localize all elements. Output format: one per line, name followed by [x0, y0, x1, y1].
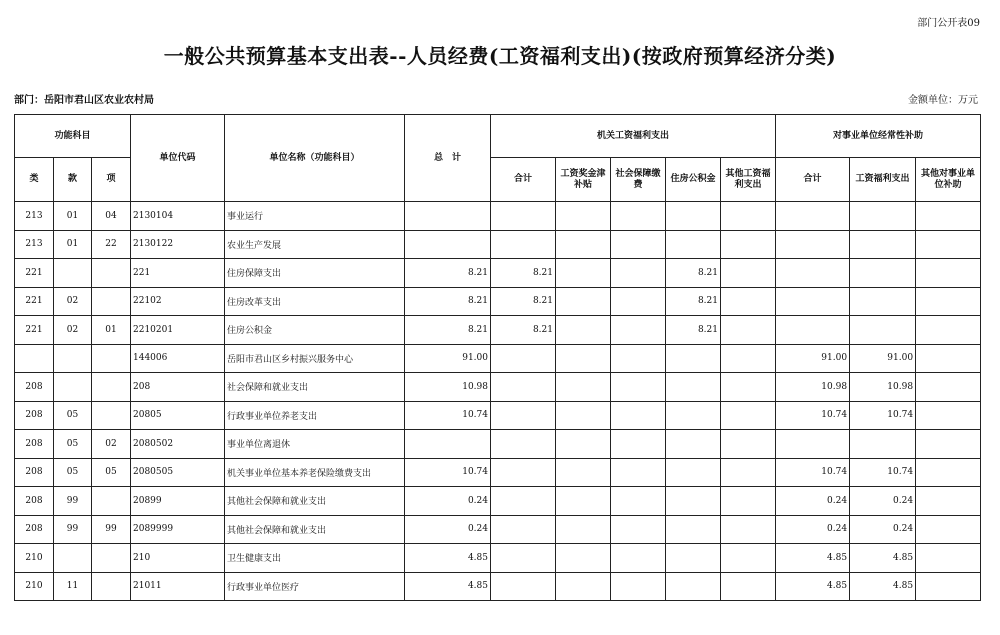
- org-housing-cell: 8.21: [666, 287, 721, 316]
- unit-name-cell: 住房保障支出: [225, 259, 405, 288]
- table-row: [15, 544, 981, 573]
- table-row: [15, 515, 981, 544]
- table-row: [15, 230, 981, 259]
- unit-code-cell: 2210201: [131, 316, 225, 345]
- sub-other-cell: [916, 572, 981, 601]
- unit-name-cell: 其他社会保障和就业支出: [225, 515, 405, 544]
- unit-code-cell: 20899: [131, 487, 225, 516]
- sub-wage-cell: [850, 202, 916, 231]
- table-row: [15, 344, 981, 373]
- kuan-cell: 11: [54, 572, 92, 601]
- sub-other-cell: [916, 430, 981, 459]
- org-sum-cell: 8.21: [491, 316, 556, 345]
- kuan-cell: 05: [54, 458, 92, 487]
- sub-wage-cell: 91.00: [850, 344, 916, 373]
- unit-name-cell: 行政事业单位养老支出: [225, 401, 405, 430]
- table-row: [15, 401, 981, 430]
- header-kuan: 款: [54, 158, 92, 202]
- org-sum-cell: [491, 401, 556, 430]
- total-cell: 91.00: [405, 344, 491, 373]
- org-housing-cell: [666, 230, 721, 259]
- org-other-cell: [721, 487, 776, 516]
- total-cell: 10.74: [405, 401, 491, 430]
- total-cell: 0.24: [405, 487, 491, 516]
- org-other-cell: [721, 316, 776, 345]
- xiang-cell: [92, 544, 131, 573]
- org-sum-cell: [491, 487, 556, 516]
- org-other-cell: [721, 458, 776, 487]
- xiang-cell: [92, 287, 131, 316]
- org-social-cell: [611, 344, 666, 373]
- kuan-cell: [54, 544, 92, 573]
- org-other-cell: [721, 430, 776, 459]
- org-social-cell: [611, 515, 666, 544]
- total-cell: 8.21: [405, 287, 491, 316]
- header-sub-sum: 合计: [776, 158, 850, 202]
- org-housing-cell: [666, 458, 721, 487]
- total-cell: [405, 230, 491, 259]
- org-housing-cell: [666, 487, 721, 516]
- header-func-subject: 功能科目: [15, 115, 131, 158]
- sub-other-cell: [916, 230, 981, 259]
- sub-wage-cell: [850, 430, 916, 459]
- header-sub-other: 其他对事业单位补助: [916, 158, 981, 202]
- unit-name-cell: 事业运行: [225, 202, 405, 231]
- xiang-cell: [92, 487, 131, 516]
- org-sum-cell: [491, 515, 556, 544]
- unit-code-cell: 210: [131, 544, 225, 573]
- org-other-cell: [721, 230, 776, 259]
- kuan-cell: 99: [54, 487, 92, 516]
- org-sum-cell: [491, 458, 556, 487]
- header-unit-code: 单位代码: [131, 115, 225, 202]
- org-housing-cell: [666, 202, 721, 231]
- org-sum-cell: 8.21: [491, 259, 556, 288]
- xiang-cell: [92, 259, 131, 288]
- org-other-cell: [721, 287, 776, 316]
- org-other-cell: [721, 202, 776, 231]
- org-housing-cell: [666, 430, 721, 459]
- sub-wage-cell: 4.85: [850, 572, 916, 601]
- org-other-cell: [721, 259, 776, 288]
- lei-cell: 208: [15, 458, 54, 487]
- org-other-cell: [721, 373, 776, 402]
- org-housing-cell: [666, 401, 721, 430]
- total-cell: 0.24: [405, 515, 491, 544]
- sub-wage-cell: 10.74: [850, 458, 916, 487]
- org-social-cell: [611, 458, 666, 487]
- unit-code-cell: 2130104: [131, 202, 225, 231]
- org-other-cell: [721, 572, 776, 601]
- table-row: [15, 430, 981, 459]
- sub-wage-cell: [850, 316, 916, 345]
- unit-name-cell: 岳阳市君山区乡村振兴服务中心: [225, 344, 405, 373]
- sub-wage-cell: 4.85: [850, 544, 916, 573]
- unit-name-cell: 行政事业单位医疗: [225, 572, 405, 601]
- org-social-cell: [611, 202, 666, 231]
- org-housing-cell: [666, 344, 721, 373]
- xiang-cell: 99: [92, 515, 131, 544]
- lei-cell: [15, 344, 54, 373]
- header-org-wage: 工资奖金津补贴: [556, 158, 611, 202]
- sub-wage-cell: 10.74: [850, 401, 916, 430]
- header-org-other: 其他工资福利支出: [721, 158, 776, 202]
- sub-sum-cell: 4.85: [776, 572, 850, 601]
- org-wage-cell: [556, 430, 611, 459]
- org-other-cell: [721, 344, 776, 373]
- xiang-cell: 02: [92, 430, 131, 459]
- lei-cell: 213: [15, 230, 54, 259]
- org-housing-cell: [666, 515, 721, 544]
- org-housing-cell: [666, 572, 721, 601]
- kuan-cell: 05: [54, 401, 92, 430]
- org-wage-cell: [556, 202, 611, 231]
- unit-code-cell: 20805: [131, 401, 225, 430]
- sub-sum-cell: [776, 230, 850, 259]
- org-sum-cell: 8.21: [491, 287, 556, 316]
- unit-name-cell: 社会保障和就业支出: [225, 373, 405, 402]
- sub-sum-cell: 10.74: [776, 401, 850, 430]
- org-social-cell: [611, 316, 666, 345]
- sub-other-cell: [916, 373, 981, 402]
- unit-code-cell: 144006: [131, 344, 225, 373]
- xiang-cell: [92, 344, 131, 373]
- table-row: [15, 202, 981, 231]
- sub-sum-cell: [776, 287, 850, 316]
- sub-other-cell: [916, 287, 981, 316]
- org-social-cell: [611, 373, 666, 402]
- sub-wage-cell: [850, 259, 916, 288]
- table-row: [15, 487, 981, 516]
- org-wage-cell: [556, 230, 611, 259]
- sub-sum-cell: 4.85: [776, 544, 850, 573]
- kuan-cell: 01: [54, 230, 92, 259]
- org-social-cell: [611, 259, 666, 288]
- sub-wage-cell: 10.98: [850, 373, 916, 402]
- org-housing-cell: [666, 544, 721, 573]
- unit-name-cell: 机关事业单位基本养老保险缴费支出: [225, 458, 405, 487]
- org-social-cell: [611, 544, 666, 573]
- kuan-cell: [54, 373, 92, 402]
- xiang-cell: [92, 373, 131, 402]
- sub-sum-cell: 10.98: [776, 373, 850, 402]
- header-org-sum: 合计: [491, 158, 556, 202]
- lei-cell: 208: [15, 430, 54, 459]
- sub-other-cell: [916, 259, 981, 288]
- org-wage-cell: [556, 316, 611, 345]
- amount-unit-label: 金额单位：万元: [908, 95, 978, 106]
- org-social-cell: [611, 230, 666, 259]
- org-social-cell: [611, 401, 666, 430]
- org-housing-cell: 8.21: [666, 316, 721, 345]
- org-wage-cell: [556, 487, 611, 516]
- org-sum-cell: [491, 230, 556, 259]
- unit-name-cell: 其他社会保障和就业支出: [225, 487, 405, 516]
- kuan-cell: 05: [54, 430, 92, 459]
- lei-cell: 208: [15, 401, 54, 430]
- unit-code-cell: 208: [131, 373, 225, 402]
- sub-sum-cell: 0.24: [776, 487, 850, 516]
- total-cell: 10.98: [405, 373, 491, 402]
- kuan-cell: 01: [54, 202, 92, 231]
- org-housing-cell: 8.21: [666, 259, 721, 288]
- org-sum-cell: [491, 572, 556, 601]
- sub-other-cell: [916, 487, 981, 516]
- sub-wage-cell: 0.24: [850, 487, 916, 516]
- lei-cell: 208: [15, 373, 54, 402]
- org-social-cell: [611, 487, 666, 516]
- org-sum-cell: [491, 202, 556, 231]
- org-other-cell: [721, 401, 776, 430]
- xiang-cell: 01: [92, 316, 131, 345]
- unit-code-cell: 2089999: [131, 515, 225, 544]
- sub-wage-cell: [850, 230, 916, 259]
- org-housing-cell: [666, 373, 721, 402]
- org-other-cell: [721, 544, 776, 573]
- org-social-cell: [611, 572, 666, 601]
- unit-code-cell: 22102: [131, 287, 225, 316]
- header-lei: 类: [15, 158, 54, 202]
- lei-cell: 221: [15, 316, 54, 345]
- header-total: 总 计: [405, 115, 491, 202]
- sub-other-cell: [916, 344, 981, 373]
- org-wage-cell: [556, 458, 611, 487]
- org-other-cell: [721, 515, 776, 544]
- org-wage-cell: [556, 401, 611, 430]
- lei-cell: 210: [15, 544, 54, 573]
- sub-other-cell: [916, 458, 981, 487]
- org-sum-cell: [491, 430, 556, 459]
- sub-sum-cell: 10.74: [776, 458, 850, 487]
- kuan-cell: 02: [54, 287, 92, 316]
- lei-cell: 208: [15, 487, 54, 516]
- sub-sum-cell: [776, 202, 850, 231]
- org-sum-cell: [491, 344, 556, 373]
- table-row: [15, 287, 981, 316]
- total-cell: [405, 430, 491, 459]
- kuan-cell: [54, 259, 92, 288]
- kuan-cell: 99: [54, 515, 92, 544]
- unit-code-cell: 2130122: [131, 230, 225, 259]
- sub-sum-cell: 91.00: [776, 344, 850, 373]
- kuan-cell: 02: [54, 316, 92, 345]
- xiang-cell: [92, 572, 131, 601]
- unit-code-cell: 2080505: [131, 458, 225, 487]
- xiang-cell: 05: [92, 458, 131, 487]
- unit-name-cell: 住房改革支出: [225, 287, 405, 316]
- header-unit-name: 单位名称（功能科目）: [225, 115, 405, 202]
- org-social-cell: [611, 287, 666, 316]
- org-wage-cell: [556, 373, 611, 402]
- sub-wage-cell: 0.24: [850, 515, 916, 544]
- header-org-group: 机关工资福利支出: [491, 115, 776, 158]
- department-label: 部门：岳阳市君山区农业农村局: [14, 95, 154, 106]
- header-org-social: 社会保障缴费: [611, 158, 666, 202]
- kuan-cell: [54, 344, 92, 373]
- total-cell: 10.74: [405, 458, 491, 487]
- table-row: [15, 259, 981, 288]
- total-cell: 4.85: [405, 544, 491, 573]
- header-sub-group: 对事业单位经常性补助: [776, 115, 981, 158]
- table-row: [15, 572, 981, 601]
- xiang-cell: 22: [92, 230, 131, 259]
- org-wage-cell: [556, 544, 611, 573]
- unit-name-cell: 事业单位离退休: [225, 430, 405, 459]
- sub-other-cell: [916, 544, 981, 573]
- org-wage-cell: [556, 572, 611, 601]
- sub-sum-cell: 0.24: [776, 515, 850, 544]
- form-number: 部门公开表09: [917, 18, 980, 29]
- sub-sum-cell: [776, 259, 850, 288]
- lei-cell: 221: [15, 259, 54, 288]
- org-wage-cell: [556, 515, 611, 544]
- xiang-cell: 04: [92, 202, 131, 231]
- unit-code-cell: 221: [131, 259, 225, 288]
- xiang-cell: [92, 401, 131, 430]
- total-cell: 8.21: [405, 259, 491, 288]
- header-xiang: 项: [92, 158, 131, 202]
- table-row: [15, 316, 981, 345]
- table-row: [15, 373, 981, 402]
- lei-cell: 208: [15, 515, 54, 544]
- unit-name-cell: 住房公积金: [225, 316, 405, 345]
- total-cell: [405, 202, 491, 231]
- header-org-housing: 住房公积金: [666, 158, 721, 202]
- org-wage-cell: [556, 259, 611, 288]
- org-wage-cell: [556, 344, 611, 373]
- org-social-cell: [611, 430, 666, 459]
- org-sum-cell: [491, 373, 556, 402]
- sub-other-cell: [916, 515, 981, 544]
- page-title: 一般公共预算基本支出表--人员经费(工资福利支出)(按政府预算经济分类): [163, 44, 837, 68]
- sub-wage-cell: [850, 287, 916, 316]
- unit-code-cell: 21011: [131, 572, 225, 601]
- unit-name-cell: 卫生健康支出: [225, 544, 405, 573]
- org-wage-cell: [556, 287, 611, 316]
- unit-code-cell: 2080502: [131, 430, 225, 459]
- lei-cell: 210: [15, 572, 54, 601]
- lei-cell: 213: [15, 202, 54, 231]
- header-sub-wage: 工资福利支出: [850, 158, 916, 202]
- table-row: [15, 458, 981, 487]
- sub-sum-cell: [776, 430, 850, 459]
- org-sum-cell: [491, 544, 556, 573]
- sub-other-cell: [916, 316, 981, 345]
- sub-sum-cell: [776, 316, 850, 345]
- budget-table: [14, 114, 981, 601]
- sub-other-cell: [916, 401, 981, 430]
- total-cell: 8.21: [405, 316, 491, 345]
- unit-name-cell: 农业生产发展: [225, 230, 405, 259]
- lei-cell: 221: [15, 287, 54, 316]
- sub-other-cell: [916, 202, 981, 231]
- total-cell: 4.85: [405, 572, 491, 601]
